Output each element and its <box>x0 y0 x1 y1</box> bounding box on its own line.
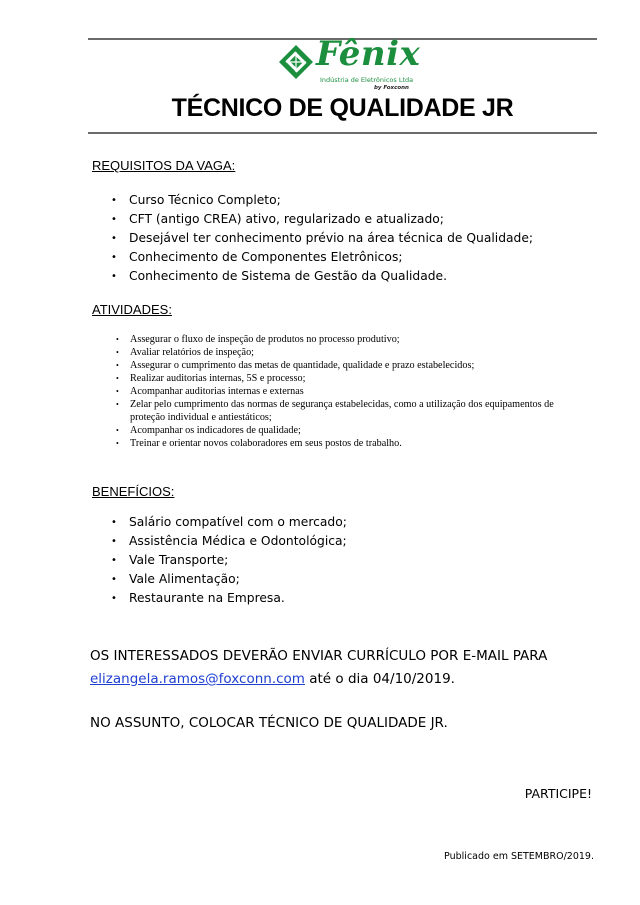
list-item: • Restaurante na Empresa. <box>110 589 347 608</box>
participe-text: PARTICIPE! <box>524 786 592 801</box>
atividades-heading: ATIVIDADES: <box>92 302 172 317</box>
list-item: • Curso Técnico Completo; <box>110 191 533 210</box>
contact-email-line <box>90 671 455 687</box>
published-date: Publicado em SETEMBRO/2019. <box>444 851 594 862</box>
list-item: • Assegurar o cumprimento das metas de quantidade, qualidade e prazo estabelecidos; <box>116 359 586 372</box>
list-item: • Realizar auditorias internas, 5S e processo; <box>116 372 586 385</box>
contact-instructions: OS INTERESSADOS DEVERÃO ENVIAR CURRÍCULO POR E-MAIL PARA <box>90 648 548 664</box>
requisitos-heading: REQUISITOS DA VAGA: <box>92 158 236 173</box>
list-item: • Treinar e orientar novos colaboradores em seus postos de trabalho. <box>116 437 586 450</box>
list-item: • Assegurar o fluxo de inspeção de produtos no processo produtivo; <box>116 333 586 346</box>
beneficios-heading: BENEFÍCIOS: <box>92 484 175 499</box>
list-item: • Avaliar relatórios de inspeção; <box>116 346 586 359</box>
subject-instructions: NO ASSUNTO, COLOCAR TÉCNICO DE QUALIDADE JR. <box>90 715 448 731</box>
list-item: • Salário compatível com o mercado; <box>110 513 347 532</box>
deadline-text: até o dia 04/10/2019. <box>304 671 455 687</box>
list-item: • CFT (antigo CREA) ativo, regularizado e atualizado; <box>110 210 533 229</box>
atividades-list <box>116 333 586 450</box>
list-item: • Acompanhar os indicadores de qualidade; <box>116 424 586 437</box>
title-rule <box>88 132 597 134</box>
list-item: • Vale Alimentação; <box>110 570 347 589</box>
list-item: • Assistência Médica e Odontológica; <box>110 532 347 551</box>
fenix-logo <box>276 34 421 92</box>
email-link[interactable]: elizangela.ramos@foxconn.com <box>90 671 305 687</box>
page-title: TÉCNICO DE QUALIDADE JR <box>171 94 514 122</box>
logo-by: by Foxconn <box>374 85 409 91</box>
beneficios-list <box>110 513 347 608</box>
list-item: • Vale Transporte; <box>110 551 347 570</box>
circuit-logo-icon <box>278 44 314 80</box>
list-item: • Desejável ter conhecimento prévio na área técnica de Qualidade; <box>110 229 533 248</box>
logo-tagline: Indústria de Eletrônicos Ltda <box>320 76 414 84</box>
list-item: • Conhecimento de Componentes Eletrônicos; <box>110 248 533 267</box>
list-item: • Zelar pelo cumprimento das normas de segurança estabelecidas, como a utilização dos equipamentos de proteção individual e antiestáticos; <box>116 398 586 424</box>
list-item: • Conhecimento de Sistema de Gestão da Qualidade. <box>110 267 533 286</box>
list-item: • Acompanhar auditorias internas e externas <box>116 385 586 398</box>
requisitos-list <box>110 191 533 286</box>
logo-name: Fênix <box>316 34 421 74</box>
